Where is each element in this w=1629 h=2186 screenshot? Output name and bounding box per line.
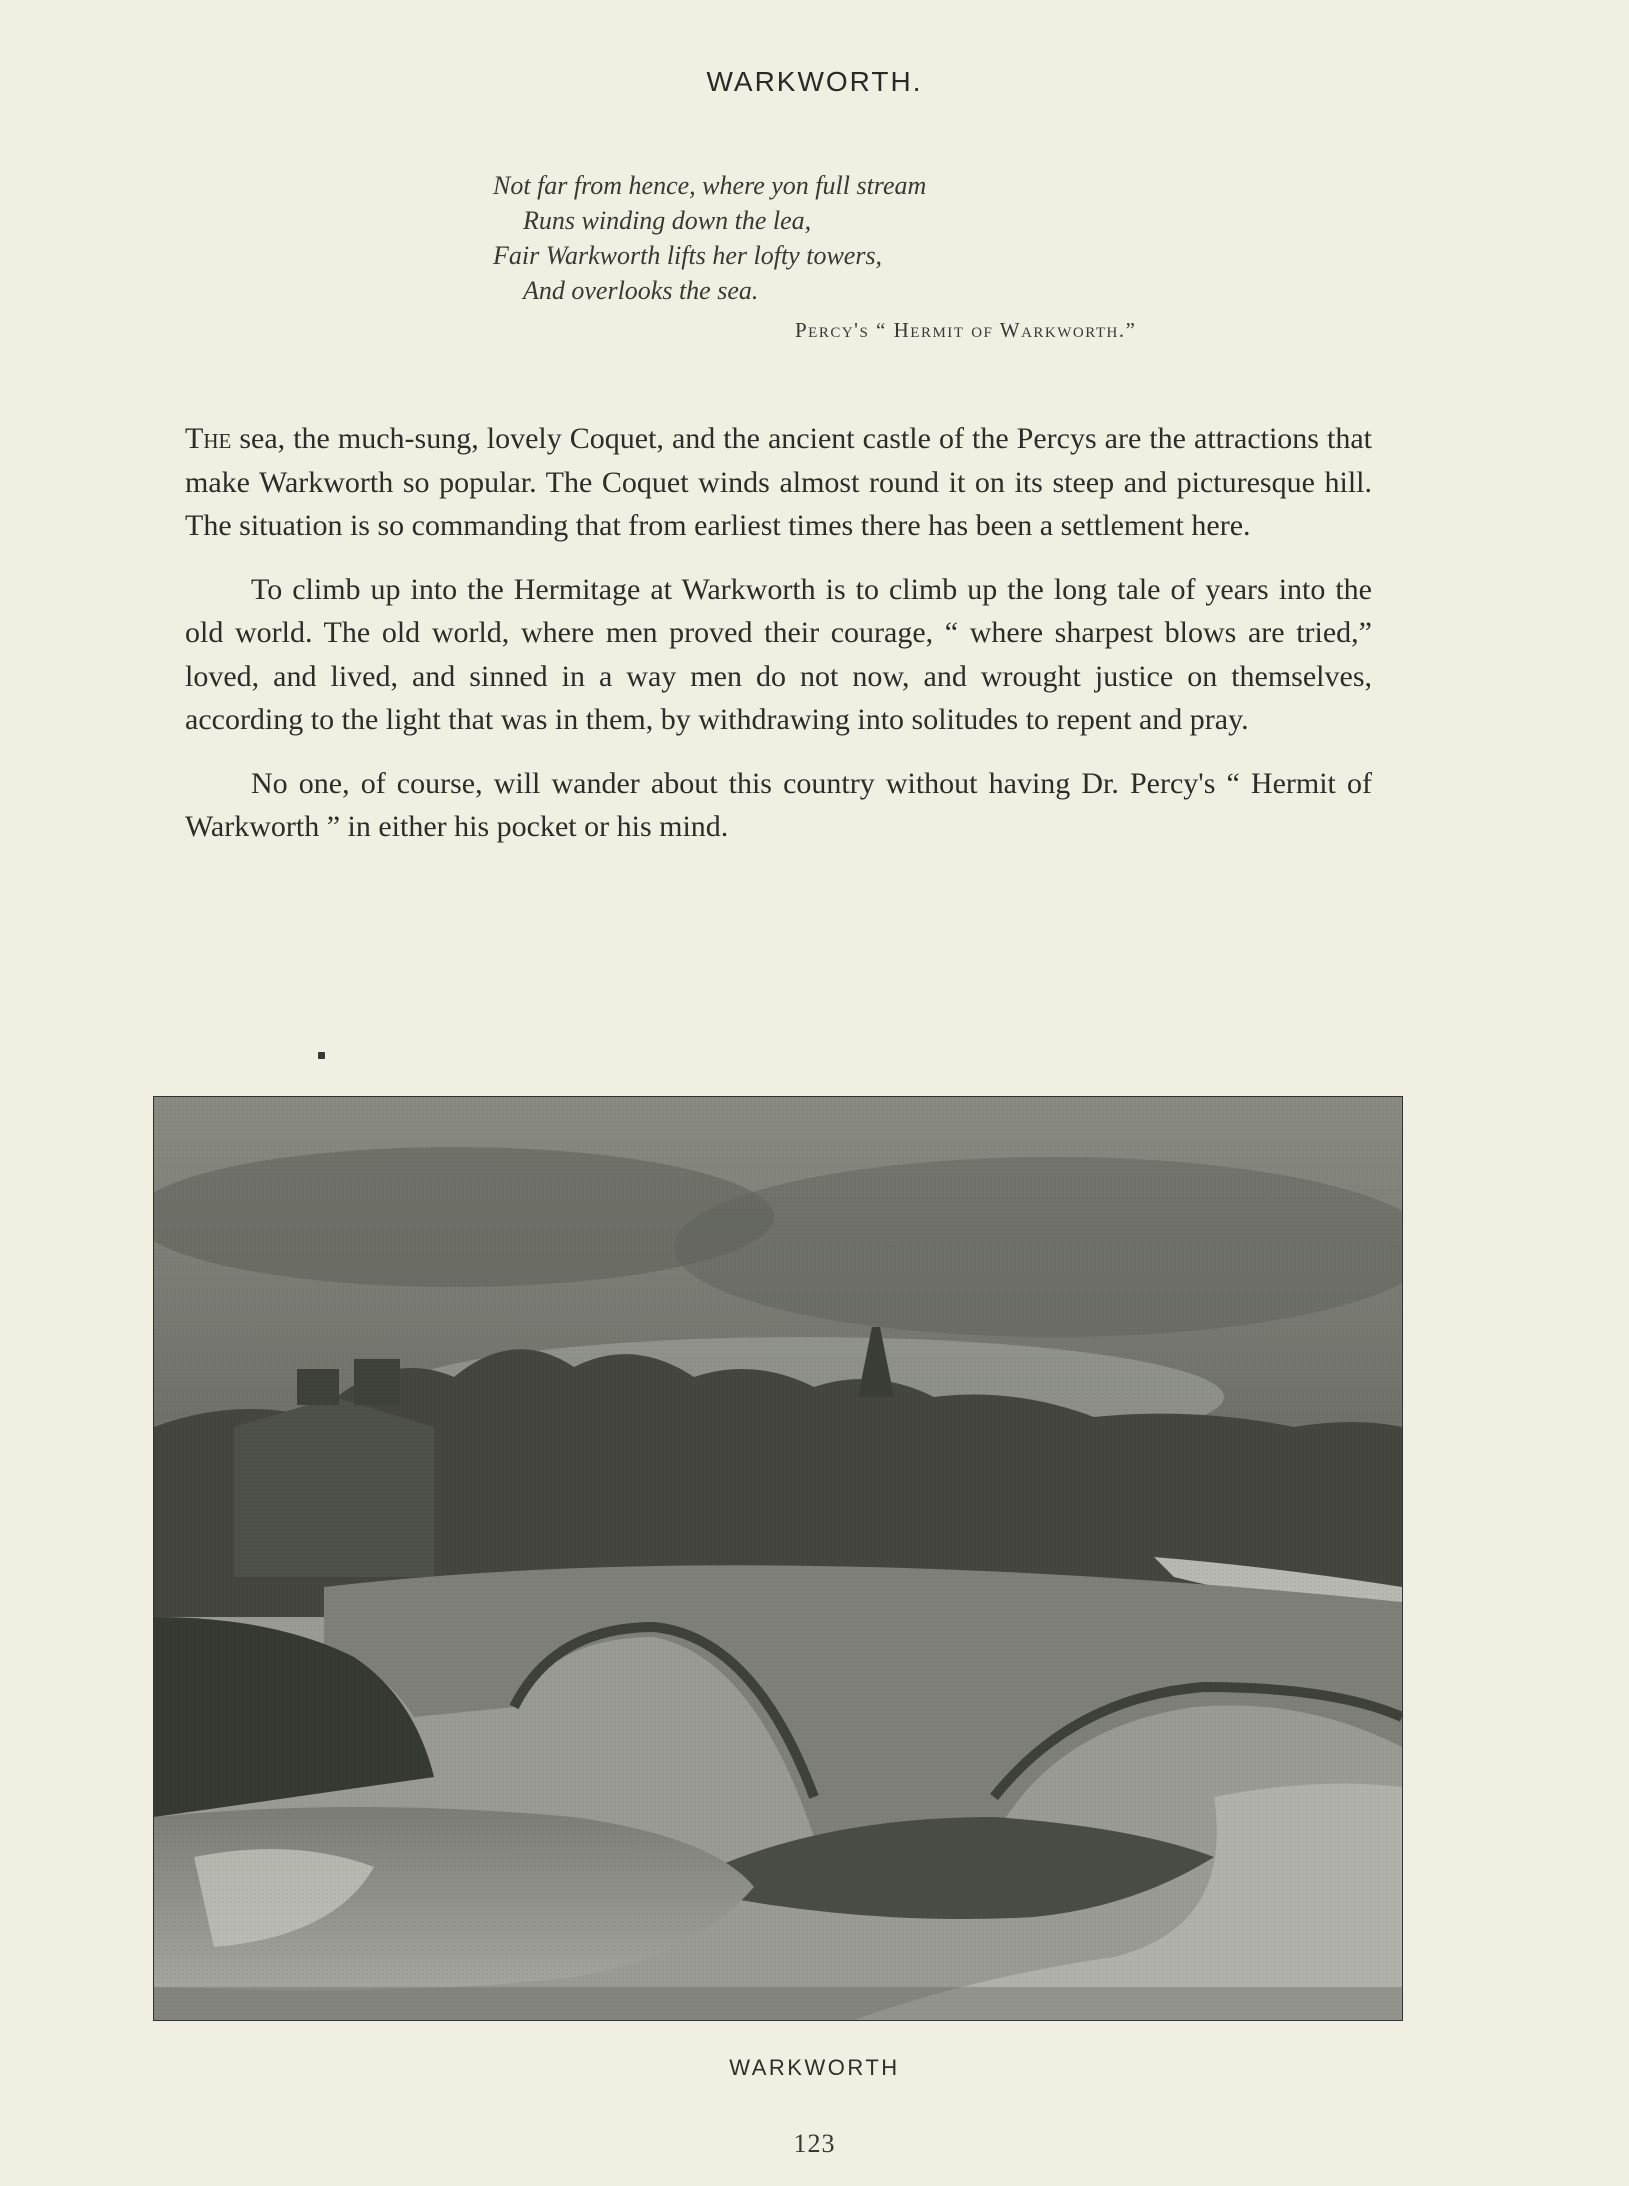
plate-caption: WARKWORTH — [729, 2055, 900, 2080]
attribution-text: Percy's “ Hermit of Warkworth.” — [795, 318, 1137, 342]
paragraph-text: sea, the much-sung, lovely Coquet, and the ancient castle of the Percys are the attractions that make Warkworth so popular. The Coquet winds almost round it on its steep and picturesque hill. The situation is so commanding that from earliest times there has been a settlement here. — [185, 422, 1372, 542]
body-text — [185, 417, 1372, 869]
paragraph-lead-word: The — [185, 422, 232, 455]
epigraph-verse — [493, 168, 1293, 308]
paragraph — [185, 417, 1372, 548]
page-number: 123 — [793, 2129, 836, 2158]
running-head: WARKWORTH. — [706, 66, 923, 97]
verse-line: Fair Warkworth lifts her lofty towers, — [493, 241, 883, 270]
paragraph — [185, 568, 1372, 742]
paragraph — [185, 762, 1372, 849]
paragraph-text: No one, of course, will wander about this country without having Dr. Percy's “ Hermit of Warkworth ” in either his pocket or his mind. — [185, 766, 1372, 843]
verse-line: And overlooks the sea. — [523, 276, 759, 305]
verse-line: Not far from hence, where yon full stream — [493, 171, 927, 200]
photograph-plate — [153, 1096, 1403, 2021]
paragraph-text: To climb up into the Hermitage at Warkworth is to climb up the long tale of years into the old world. The old world, where men proved their courage, “ where sharpest blows are tried,” loved, and lived, and sinned in a way men do not now, and wrought justice on themselves, according to the light that was in them, by withdrawing into solitudes to repent and pray. — [185, 572, 1372, 736]
print-speck — [318, 1052, 325, 1059]
bridge-photograph — [154, 1097, 1402, 2020]
verse-attribution — [795, 318, 1136, 343]
verse-line: Runs winding down the lea, — [523, 206, 812, 235]
